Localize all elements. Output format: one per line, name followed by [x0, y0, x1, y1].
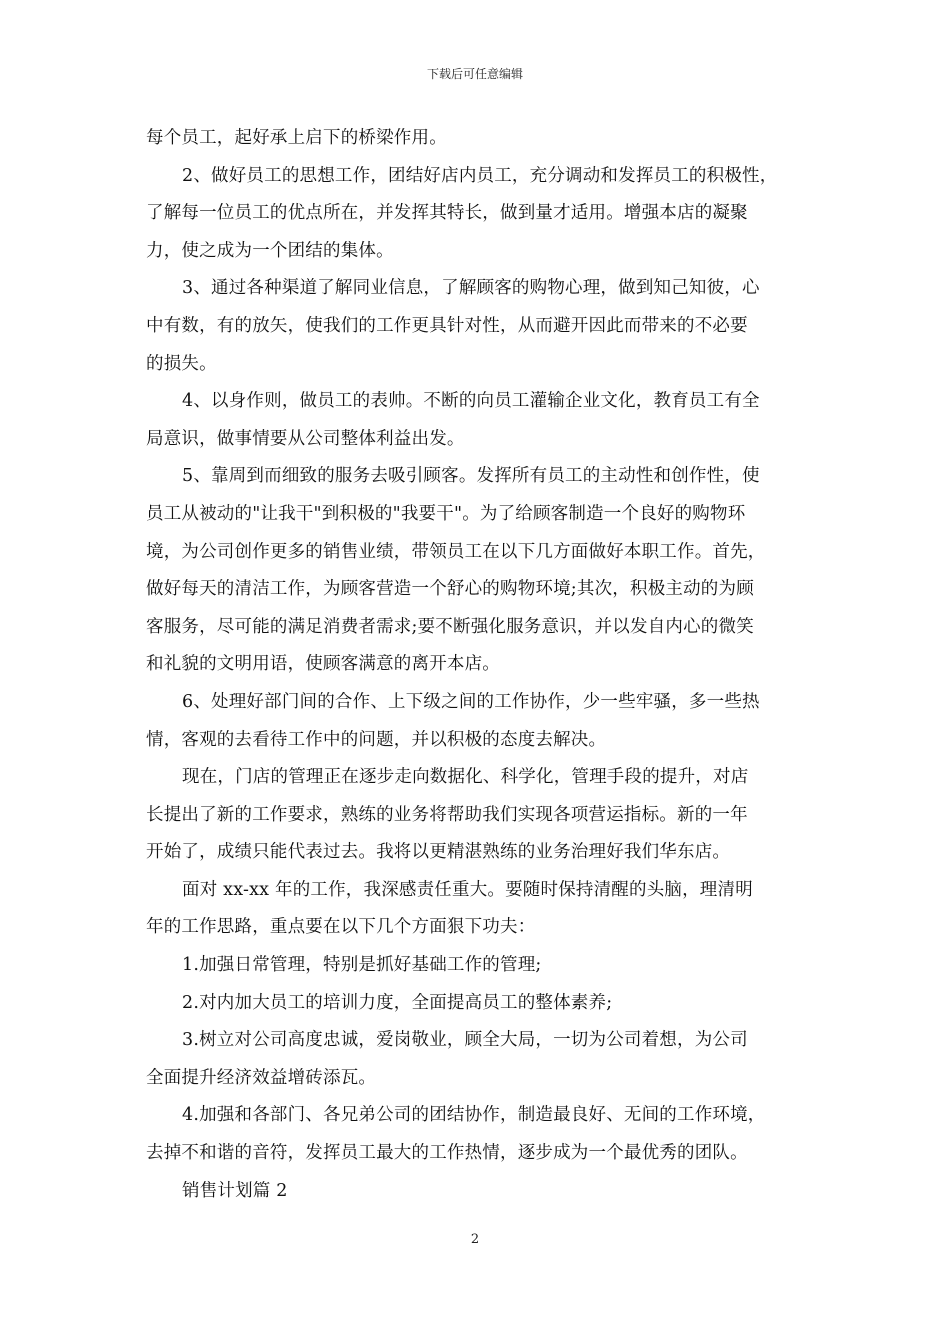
body-line: 全面提升经济效益增砖添瓦。 [146, 1067, 377, 1088]
list-item-line: 2.对内加大员工的培训力度，全面提高员工的整体素养; [182, 992, 613, 1013]
body-line: 去掉不和谐的音符，发挥员工最大的工作热情，逐步成为一个最优秀的团队。 [146, 1143, 748, 1164]
page-header: 下载后可任意编辑 [426, 67, 523, 81]
document-body [146, 120, 810, 1210]
paragraph-start-line: 6、处理好部门间的合作、上下级之间的工作协作，少一些牢骚，多一些热 [182, 691, 760, 712]
list-item-line: 3.树立对公司高度忠诚，爱岗敬业，顾全大局，一切为公司着想，为公司 [182, 1030, 748, 1051]
page-number: 2 [470, 1232, 480, 1247]
paragraph-start-line: 3、通过各种渠道了解同业信息，了解顾客的购物心理，做到知己知彼，心 [182, 278, 760, 299]
body-line: 局意识，做事情要从公司整体利益出发。 [146, 428, 465, 449]
body-line: 员工从被动的"让我干"到积极的"我要干"。为了给顾客制造一个良好的购物环 [146, 503, 746, 524]
body-line: 了解每一位员工的优点所在，并发挥其特长，做到量才适用。增强本店的凝聚 [146, 203, 748, 224]
body-line: 客服务，尽可能的满足消费者需求;要不断强化服务意识，并以发自内心的微笑 [146, 616, 754, 637]
body-line: 长提出了新的工作要求，熟练的业务将帮助我们实现各项营运指标。新的一年 [146, 804, 748, 825]
body-line: 做好每天的清洁工作，为顾客营造一个舒心的购物环境;其次，积极主动的为顾 [146, 579, 754, 600]
list-item-line: 4.加强和各部门、各兄弟公司的团结协作，制造最良好、无间的工作环境， [182, 1105, 766, 1126]
list-item-line: 1.加强日常管理，特别是抓好基础工作的管理; [182, 955, 542, 976]
body-line: 中有数，有的放矢，使我们的工作更具针对性，从而避开因此而带来的不必要 [146, 315, 748, 336]
body-line: 年的工作思路，重点要在以下几个方面狠下功夫： [146, 917, 536, 938]
paragraph-start-line: 2、做好员工的思想工作，团结好店内员工，充分调动和发挥员工的积极性， [182, 165, 778, 186]
body-line: 情，客观的去看待工作中的问题，并以积极的态度去解决。 [146, 729, 607, 750]
body-line: 力，使之成为一个团结的集体。 [146, 240, 394, 261]
paragraph-start-line: 现在，门店的管理正在逐步走向数据化、科学化，管理手段的提升，对店 [182, 767, 749, 788]
body-line: 的损失。 [146, 353, 217, 374]
body-line: 开始了，成绩只能代表过去。我将以更精湛熟练的业务治理好我们华东店。 [146, 842, 731, 863]
body-line: 境，为公司创作更多的销售业绩，带领员工在以下几方面做好本职工作。首先， [146, 541, 766, 562]
body-line: 和礼貌的文明用语，使顾客满意的离开本店。 [146, 654, 500, 675]
paragraph-start-line: 面对 xx-xx 年的工作，我深感责任重大。要随时保持清醒的头脑，理清明 [182, 879, 753, 900]
section-heading: 销售计划篇 2 [182, 1180, 288, 1201]
paragraph-start-line: 4、以身作则，做员工的表帅。不断的向员工灌输企业文化，教育员工有全 [182, 391, 760, 412]
body-line: 每个员工，起好承上启下的桥梁作用。 [146, 128, 447, 148]
paragraph-start-line: 5、靠周到而细致的服务去吸引顾客。发挥所有员工的主动性和创作性，使 [182, 466, 760, 487]
